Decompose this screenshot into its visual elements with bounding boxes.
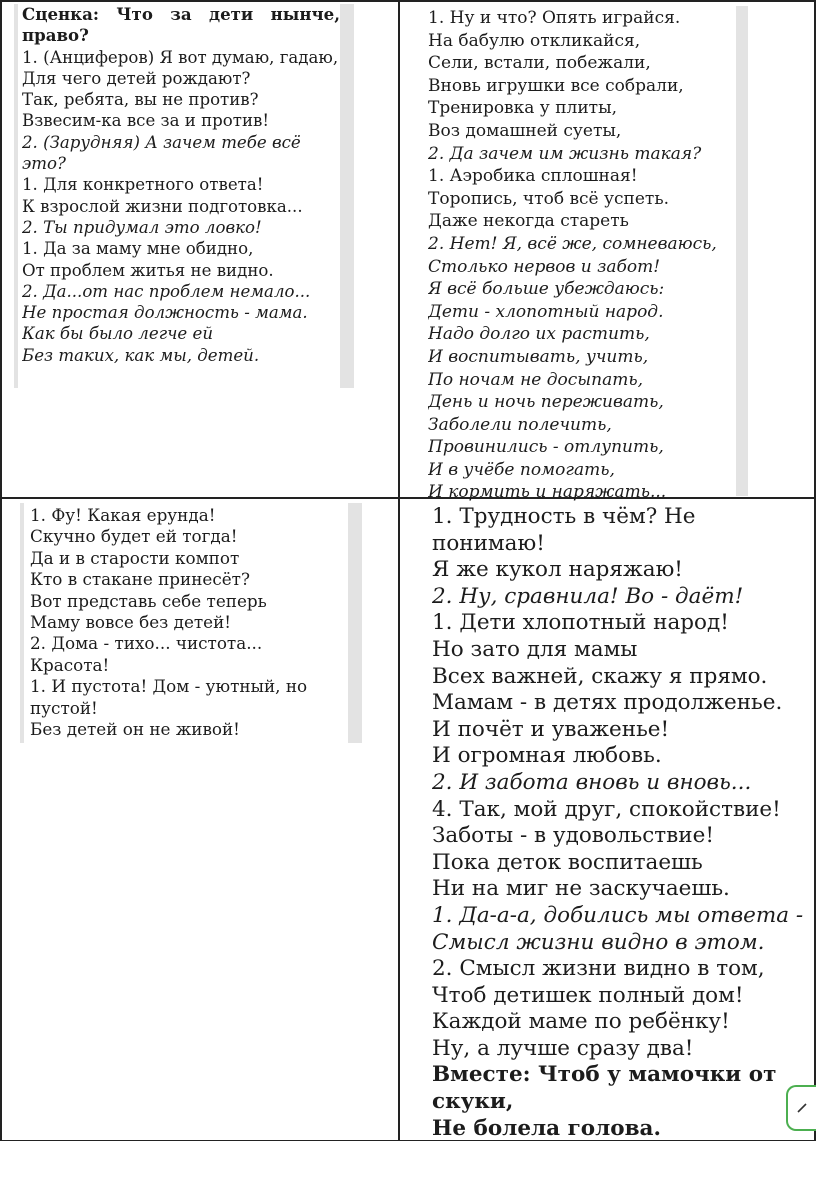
- verse-line: Каждой маме по ребёнку!: [432, 1009, 730, 1035]
- verse-line: Воз домашней суеты,: [428, 120, 622, 141]
- verse-line: 1. (Анциферов) Я вот думаю, гадаю,: [22, 47, 339, 67]
- verse-line: Пока деток воспитаешь: [432, 849, 703, 875]
- verse-line: 2. Дома - тихо... чистота...: [30, 633, 263, 654]
- verse-line: Вот представь себе теперь: [30, 590, 267, 611]
- verse-line: Не болела голова.: [432, 1115, 661, 1141]
- pencil-icon: [795, 1101, 809, 1115]
- verse-line: 2. И забота вновь и вновь...: [432, 769, 752, 795]
- verse-line: И в учёбе помогать,: [428, 459, 615, 480]
- verse-line: 2. Смысл жизни видно в том,: [432, 956, 765, 982]
- verse-line: Скучно будет ей тогда!: [30, 526, 238, 547]
- verse-line: Всех важней, скажу я прямо.: [432, 663, 768, 689]
- verse-line: Надо долго их растить,: [428, 324, 650, 345]
- cell-bottom-left: [30, 505, 350, 740]
- verse-line: Для чего детей рождают?: [22, 68, 251, 88]
- verse-line: Вновь игрушки все собрали,: [428, 75, 684, 96]
- verse-line: Торопись, чтоб всё успеть.: [428, 188, 669, 209]
- verse-lines: [22, 47, 340, 366]
- verse-line: 1. Ну и что? Опять играйся.: [428, 8, 681, 28]
- cell-bottom-right: [432, 504, 804, 1142]
- verse-line: Но зато для мамы: [432, 636, 638, 662]
- verse-line: Без детей он не живой!: [30, 719, 240, 740]
- verse-line: 4. Так, мой друг, спокойствие!: [432, 796, 781, 822]
- verse-line: Чтоб детишек полный дом!: [432, 982, 744, 1008]
- verse-line: 2. Ну, сравнила! Во - даёт!: [432, 583, 744, 609]
- verse-line: 1. Для конкретного ответа!: [22, 175, 264, 195]
- verse-line: К взрослой жизни подготовка...: [22, 196, 303, 216]
- scan-strip: [348, 503, 362, 743]
- verse-line: И кормить и наряжать...: [428, 482, 667, 503]
- verse-line: 2. Нет! Я, всё же, сомневаюсь,: [428, 233, 717, 254]
- verse-lines: [30, 505, 350, 740]
- verse-line: 2. Ты придумал это ловко!: [22, 217, 262, 237]
- verse-line: 1. Аэробика сплошная!: [428, 166, 638, 187]
- verse-line: Красота!: [30, 654, 110, 675]
- verse-lines: [432, 504, 804, 1142]
- verse-line: День и ночь переживать,: [428, 392, 664, 413]
- verse-line: Без таких, как мы, детей.: [22, 345, 260, 365]
- verse-line: По ночам не досыпать,: [428, 369, 644, 390]
- verse-line: Маму вовсе без детей!: [30, 612, 232, 633]
- verse-line: 1. Да-а-а, добились мы ответа - Смысл жизни видно в этом.: [432, 902, 804, 955]
- verse-line: Я же кукол наряжаю!: [432, 557, 683, 583]
- verse-line: 1. Дети хлопотный народ!: [432, 610, 729, 636]
- table-border-left: [0, 0, 2, 1141]
- verse-line: Ну, а лучше сразу два!: [432, 1035, 694, 1061]
- verse-line: 1. И пустота! Дом - уютный, но пустой!: [30, 676, 308, 718]
- edit-button[interactable]: [786, 1085, 816, 1131]
- scan-strip: [20, 503, 24, 743]
- verse-line: Ни на миг не заскучаешь.: [432, 876, 730, 902]
- verse-line: Как бы было легче ей: [22, 324, 214, 344]
- verse-line: 2. (Зарудняя) А зачем тебе всё это?: [22, 132, 301, 174]
- verse-lines: [428, 7, 738, 504]
- scan-strip: [14, 4, 18, 388]
- verse-line: Столько нервов и забот!: [428, 256, 661, 277]
- verse-line: Кто в стакане принесёт?: [30, 569, 250, 590]
- skit-title: Сценка: Что за дети нынче, право?: [22, 4, 340, 46]
- verse-line: От проблем житья не видно.: [22, 260, 274, 280]
- verse-line: 1. Да за маму мне обидно,: [22, 239, 254, 259]
- table-border-top: [0, 0, 816, 2]
- verse-line: Вместе: Чтоб у мамочки от скуки,: [432, 1062, 777, 1115]
- verse-line: Провинились - отлупить,: [428, 437, 664, 458]
- verse-line: Дети - хлопотный народ.: [428, 301, 664, 322]
- verse-line: Тренировка у плиты,: [428, 98, 618, 119]
- verse-line: Заболели полечить,: [428, 414, 612, 435]
- verse-line: 1. Трудность в чём? Не понимаю!: [432, 504, 696, 556]
- verse-line: Взвесим-ка все за и против!: [22, 111, 270, 131]
- verse-line: Не простая должность - мама.: [22, 303, 308, 323]
- verse-line: Так, ребята, вы не против?: [22, 90, 259, 110]
- verse-line: И огромная любовь.: [432, 743, 662, 769]
- scan-strip: [340, 4, 354, 388]
- verse-line: Сели, встали, побежали,: [428, 53, 651, 74]
- verse-line: И воспитывать, учить,: [428, 346, 649, 367]
- verse-line: 1. Фу! Какая ерунда!: [30, 505, 216, 525]
- cell-top-right: [428, 7, 738, 504]
- verse-line: Даже некогда стареть: [428, 211, 629, 232]
- verse-line: Я всё больше убеждаюсь:: [428, 279, 665, 300]
- table-border-center: [398, 0, 400, 1141]
- verse-line: 2. Да зачем им жизнь такая?: [428, 143, 702, 164]
- cell-top-left: [22, 4, 340, 366]
- verse-line: На бабулю откликайся,: [428, 30, 641, 51]
- verse-line: Заботы - в удовольствие!: [432, 823, 714, 849]
- verse-line: Да и в старости компот: [30, 547, 240, 568]
- verse-line: Мамам - в детях продолженье.: [432, 690, 783, 716]
- verse-line: И почёт и уваженье!: [432, 716, 670, 742]
- verse-line: 2. Да...от нас проблем немало...: [22, 281, 311, 301]
